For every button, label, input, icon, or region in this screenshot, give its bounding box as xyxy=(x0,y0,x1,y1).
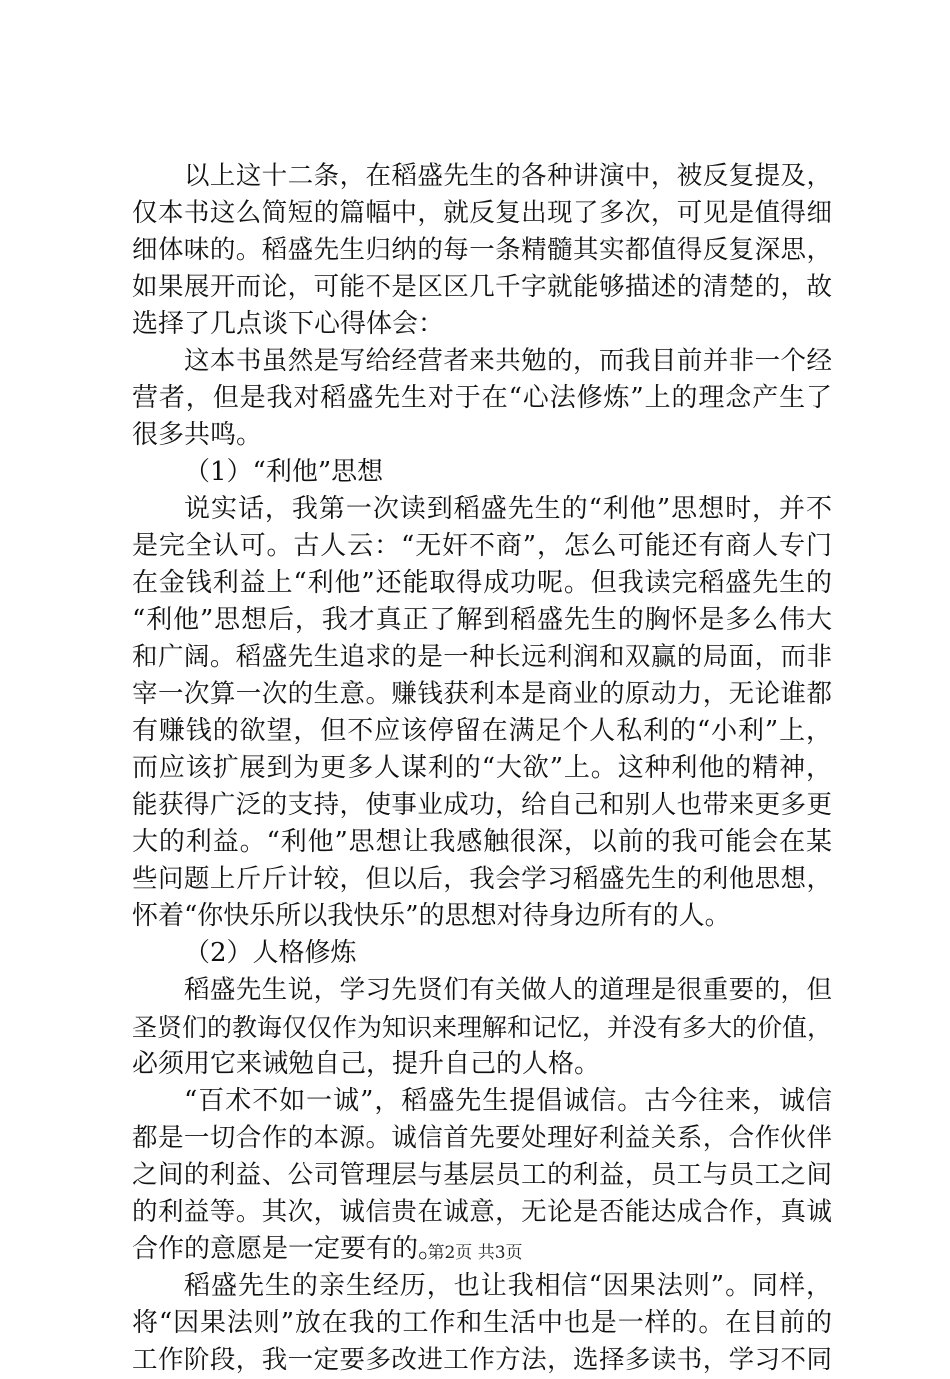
section-heading: （2）人格修炼 xyxy=(184,938,357,968)
paragraph-line: 很多共鸣。 xyxy=(132,420,263,450)
paragraph-line: 营者，但是我对稻盛先生对于在“心法修炼”上的理念产生了 xyxy=(132,383,832,413)
paragraph-line: 说实话，我第一次读到稻盛先生的“利他”思想时，并不 xyxy=(184,494,832,524)
paragraph-line: 宰一次算一次的生意。赚钱获利本是商业的原动力，无论谁都 xyxy=(132,679,832,709)
page-footer: 第2页 共3页 xyxy=(427,1243,523,1263)
paragraph-line: 能获得广泛的支持，使事业成功，给自己和别人也带来更多更 xyxy=(132,790,832,820)
paragraph-line: 和广阔。稻盛先生追求的是一种长远利润和双赢的局面，而非 xyxy=(132,642,832,672)
paragraph-line: 的利益等。其次，诚信贵在诚意，无论是否能达成合作，真诚 xyxy=(132,1197,832,1227)
paragraph-line: “利他”思想后，我才真正了解到稻盛先生的胸怀是多么伟大 xyxy=(132,605,832,635)
paragraph-line: 以上这十二条，在稻盛先生的各种讲演中，被反复提及， xyxy=(184,161,832,191)
body-text xyxy=(132,158,832,1379)
paragraph-line: 合作的意愿是一定要有的。 xyxy=(132,1234,445,1264)
paragraph-line: 圣贤们的教诲仅仅作为知识来理解和记忆，并没有多大的价值， xyxy=(132,1013,833,1042)
paragraph-line: 有赚钱的欲望，但不应该停留在满足个人私利的“小利”上， xyxy=(132,716,832,746)
paragraph-line: 在金钱利益上“利他”还能取得成功呢。但我读完稻盛先生的 xyxy=(132,568,832,598)
paragraph-line: 稻盛先生的亲生经历，也让我相信“因果法则”。同样， xyxy=(184,1271,832,1301)
paragraph-line: 工作阶段，我一定要多改进工作方法，选择多读书，学习不同 xyxy=(132,1345,832,1375)
paragraph-line: 仅本书这么简短的篇幅中，就反复出现了多次，可见是值得细 xyxy=(132,198,832,228)
paragraph-line: 是完全认可。古人云：“无奸不商”，怎么可能还有商人专门 xyxy=(132,531,832,561)
paragraph-line: 将“因果法则”放在我的工作和生活中也是一样的。在目前的 xyxy=(132,1308,832,1338)
paragraph-line: “百术不如一诚”，稻盛先生提倡诚信。古今往来，诚信 xyxy=(184,1086,832,1116)
paragraph-line: 之间的利益、公司管理层与基层员工的利益，员工与员工之间 xyxy=(132,1160,832,1190)
paragraph-line: 必须用它来诫勉自己，提升自己的人格。 xyxy=(132,1049,601,1079)
paragraph-line: 选择了几点谈下心得体会： xyxy=(132,309,445,339)
paragraph-line: 大的利益。“利他”思想让我感触很深，以前的我可能会在某 xyxy=(132,827,832,857)
paragraph-line: 些问题上斤斤计较，但以后，我会学习稻盛先生的利他思想， xyxy=(132,864,832,894)
paragraph-line: 如果展开而论，可能不是区区几千字就能够描述的清楚的，故 xyxy=(132,272,832,302)
paragraph-line: 而应该扩展到为更多人谋利的“大欲”上。这种利他的精神， xyxy=(132,753,832,783)
paragraph-line: 这本书虽然是写给经营者来共勉的，而我目前并非一个经 xyxy=(184,346,832,376)
paragraph-line: 怀着“你快乐所以我快乐”的思想对待身边所有的人。 xyxy=(132,901,731,931)
paragraph-line: 稻盛先生说，学习先贤们有关做人的道理是很重要的，但 xyxy=(184,975,832,1005)
section-heading: （1）“利他”思想 xyxy=(184,457,384,487)
paragraph-line: 细体味的。稻盛先生归纳的每一条精髓其实都值得反复深思， xyxy=(132,235,832,265)
paragraph-line: 都是一切合作的本源。诚信首先要处理好利益关系，合作伙伴 xyxy=(132,1123,832,1153)
